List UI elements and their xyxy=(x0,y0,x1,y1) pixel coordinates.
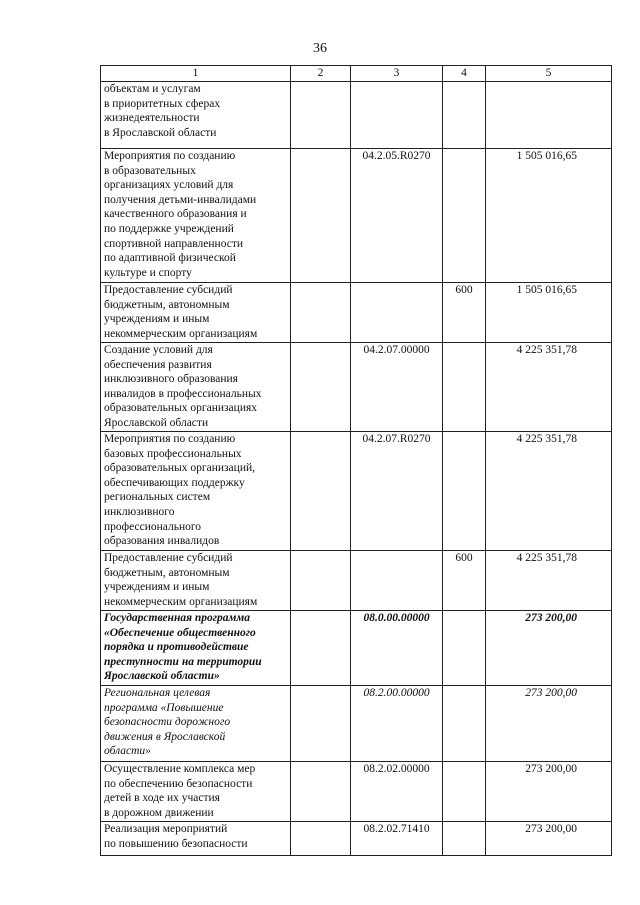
page-number: 36 xyxy=(313,41,327,56)
table-row xyxy=(101,343,612,432)
row-expense-type-cell xyxy=(443,686,486,762)
row-name-cell: Реализация мероприятий по повышению безопасности xyxy=(101,822,291,856)
row-name-cell: объектам и услугам в приоритетных сферах жизнедеятельности в Ярославской области xyxy=(101,82,291,149)
row-code-cell: 04.2.07.00000 xyxy=(351,343,443,432)
row-code-cell xyxy=(351,283,443,343)
table-row xyxy=(101,822,612,856)
row-col2-cell xyxy=(291,432,351,551)
header-cell: 1 xyxy=(101,66,291,82)
header-cell: 5 xyxy=(486,66,612,82)
table-header-row xyxy=(101,66,612,82)
row-name-cell: Создание условий для обеспечения развития инклюзивного образования инвалидов в профессиональных образовательных организациях Ярославской области xyxy=(101,343,291,432)
header-cell: 3 xyxy=(351,66,443,82)
row-sum-cell: 4 225 351,78 xyxy=(486,551,612,611)
row-name-cell: Мероприятия по созданию в образовательных организациях условий для получения детьми-инвалидами качественного образования и по поддержке учреждений спортивной направленности по адаптивной физической культуре и спорту xyxy=(101,149,291,283)
table-row xyxy=(101,551,612,611)
row-sum-cell xyxy=(486,82,612,149)
row-expense-type-cell xyxy=(443,762,486,822)
row-expense-type-cell: 600 xyxy=(443,283,486,343)
table-row xyxy=(101,283,612,343)
row-col2-cell xyxy=(291,762,351,822)
row-name-cell: Государственная программа «Обеспечение общественного порядка и противодействие преступности на территории Ярославской области» xyxy=(101,611,291,686)
row-col2-cell xyxy=(291,149,351,283)
row-col2-cell xyxy=(291,611,351,686)
table-row xyxy=(101,432,612,551)
header-cell: 4 xyxy=(443,66,486,82)
row-col2-cell xyxy=(291,551,351,611)
table-row xyxy=(101,611,612,686)
row-sum-cell: 1 505 016,65 xyxy=(486,283,612,343)
row-code-cell xyxy=(351,82,443,149)
row-code-cell: 08.2.00.00000 xyxy=(351,686,443,762)
row-code-cell: 08.2.02.00000 xyxy=(351,762,443,822)
row-sum-cell: 273 200,00 xyxy=(486,611,612,686)
row-code-cell: 08.0.00.00000 xyxy=(351,611,443,686)
row-col2-cell xyxy=(291,343,351,432)
row-col2-cell xyxy=(291,82,351,149)
row-code-cell: 04.2.07.R0270 xyxy=(351,432,443,551)
row-expense-type-cell xyxy=(443,822,486,856)
row-name-cell: Осуществление комплекса мер по обеспечению безопасности детей в ходе их участия в дорожном движении xyxy=(101,762,291,822)
row-code-cell: 04.2.05.R0270 xyxy=(351,149,443,283)
row-name-cell: Мероприятия по созданию базовых профессиональных образовательных организаций, обеспечивающих поддержку региональных систем инклюзивного профессионального образования инвалидов xyxy=(101,432,291,551)
row-name-cell: Предоставление субсидий бюджетным, автономным учреждениям и иным некоммерческим организациям xyxy=(101,283,291,343)
header-cell: 2 xyxy=(291,66,351,82)
table-row xyxy=(101,686,612,762)
row-sum-cell: 4 225 351,78 xyxy=(486,432,612,551)
row-sum-cell: 1 505 016,65 xyxy=(486,149,612,283)
row-expense-type-cell: 600 xyxy=(443,551,486,611)
row-sum-cell: 273 200,00 xyxy=(486,686,612,762)
row-expense-type-cell xyxy=(443,432,486,551)
table-row xyxy=(101,149,612,283)
row-code-cell: 08.2.02.71410 xyxy=(351,822,443,856)
row-expense-type-cell xyxy=(443,343,486,432)
row-code-cell xyxy=(351,551,443,611)
table-row xyxy=(101,82,612,149)
row-name-cell: Региональная целевая программа «Повышение безопасности дорожного движения в Ярославской области» xyxy=(101,686,291,762)
row-expense-type-cell xyxy=(443,82,486,149)
table-row xyxy=(101,762,612,822)
row-expense-type-cell xyxy=(443,611,486,686)
row-col2-cell xyxy=(291,686,351,762)
row-sum-cell: 273 200,00 xyxy=(486,822,612,856)
row-col2-cell xyxy=(291,822,351,856)
row-col2-cell xyxy=(291,283,351,343)
row-expense-type-cell xyxy=(443,149,486,283)
budget-table xyxy=(100,65,612,856)
row-sum-cell: 273 200,00 xyxy=(486,762,612,822)
row-name-cell: Предоставление субсидий бюджетным, автономным учреждениям и иным некоммерческим организациям xyxy=(101,551,291,611)
row-sum-cell: 4 225 351,78 xyxy=(486,343,612,432)
